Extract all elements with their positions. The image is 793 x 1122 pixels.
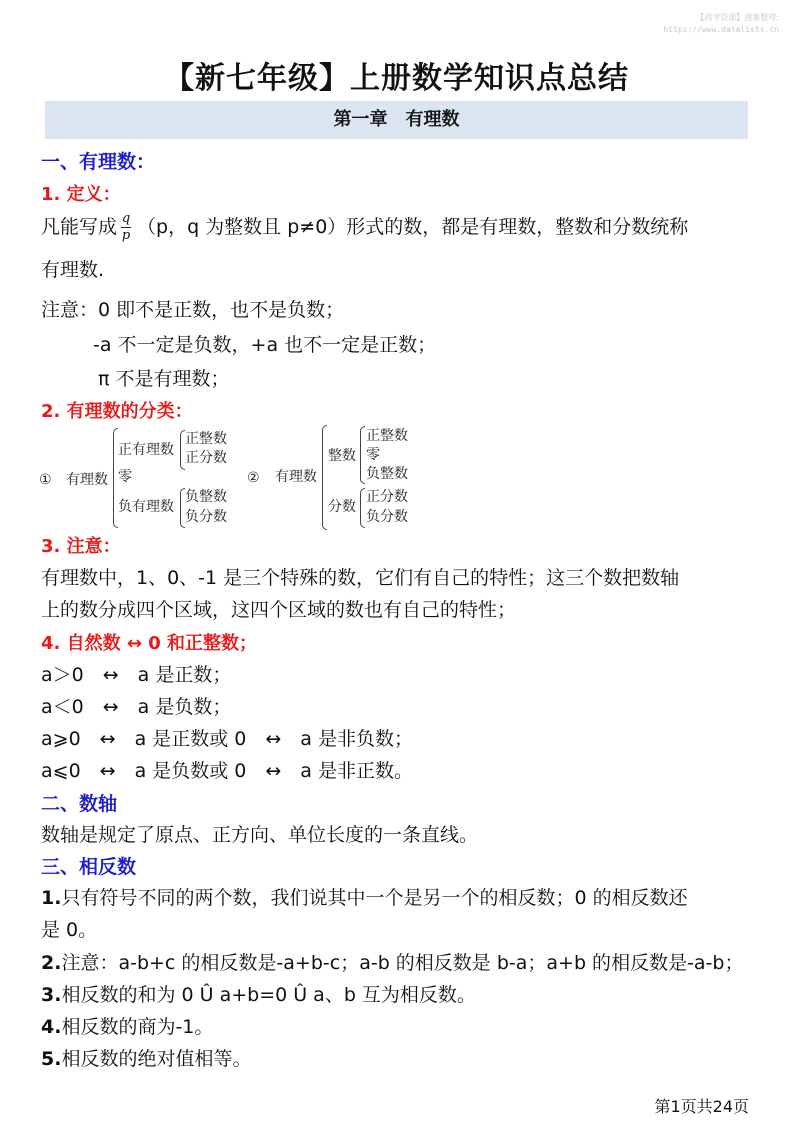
definition-line-1 — [41, 212, 688, 243]
item-text: 相反数的绝对值相等。 — [61, 1048, 252, 1070]
document-title: 【新七年级】上册数学知识点总结 — [164, 61, 629, 96]
fraction-numerator: q — [121, 211, 131, 226]
item-text: 注意：a-b+c 的相反数是-a+b-c；a-b 的相反数是 b-a；a+b 的相反数是-a-b； — [61, 952, 744, 974]
tree2-branch-fraction: 分数 — [328, 499, 356, 515]
note-line-1: 注意：0 即不是正数，也不是负数； — [41, 299, 345, 321]
section-heading-opposite-numbers: 三、相反数 — [41, 856, 137, 878]
item-text: 只有符号不同的两个数，我们说其中一个是另一个的相反数；0 的相反数还 — [61, 887, 688, 909]
tree2-leaf: 零 — [366, 447, 380, 463]
tree2-fraction-brace — [360, 488, 365, 528]
watermark — [663, 12, 779, 36]
opposite-item-1 — [41, 886, 688, 910]
note-line-2: -a 不一定是负数，+a 也不一定是正数； — [93, 334, 437, 356]
tree2-marker: ② — [247, 470, 260, 486]
attention-line-2: 上的数分成四个区域，这四个区域的数也有自己的特性； — [41, 599, 517, 621]
tree2-root-brace — [322, 425, 327, 530]
section-heading-rational-numbers: 一、有理数： — [41, 151, 156, 173]
item-text: 相反数的商为-1。 — [61, 1016, 214, 1038]
tree2-leaf: 负整数 — [366, 466, 408, 482]
subheading-definition: 1. 定义： — [41, 184, 121, 205]
opposite-item-4 — [41, 1015, 213, 1039]
tree1-branch-positive: 正有理数 — [118, 442, 174, 458]
tree2-branch-integer: 整数 — [328, 448, 356, 464]
opposite-item-5 — [41, 1047, 251, 1071]
number-line-definition: 数轴是规定了原点、正方向、单位长度的一条直线。 — [41, 824, 479, 846]
fraction-q-over-p — [121, 212, 131, 243]
tree2-integer-brace — [360, 426, 365, 484]
subheading-natural-numbers: 4. 自然数 ↔ 0 和正整数； — [41, 633, 258, 654]
item-text: 是 0。 — [41, 919, 98, 941]
tree1-root: 有理数 — [66, 472, 108, 488]
tree1-branch-zero: 零 — [118, 469, 132, 485]
definition-line-2: 有理数. — [41, 259, 105, 281]
note-line-3: π 不是有理数； — [98, 368, 230, 390]
tree1-marker: ① — [39, 472, 52, 488]
rule-line: a⩽0 ↔ a 是负数或 0 ↔ a 是非正数。 — [41, 760, 413, 782]
definition-prefix: 凡能写成 — [41, 216, 118, 238]
subheading-attention: 3. 注意： — [41, 536, 121, 557]
item-number: 4. — [41, 1016, 62, 1038]
tree1-branch-negative: 负有理数 — [118, 499, 174, 515]
tree1-leaf: 负分数 — [185, 509, 227, 525]
tree2-leaf: 正整数 — [366, 428, 408, 444]
attention-line-1: 有理数中，1、0、-1 是三个特殊的数，它们有自己的特性；这三个数把数轴 — [41, 567, 680, 589]
rule-line: a＞0 ↔ a 是正数； — [41, 664, 232, 686]
rule-line: a＜0 ↔ a 是负数； — [41, 696, 232, 718]
definition-suffix: （p，q 为整数且 p≠0）形式的数，都是有理数，整数和分数统称 — [137, 216, 689, 238]
tree1-leaf: 负整数 — [185, 489, 227, 505]
page-number: 第1页共24页 — [654, 1097, 749, 1116]
opposite-item-2 — [41, 951, 743, 975]
item-number: 1. — [41, 887, 62, 909]
opposite-item-1-cont — [41, 918, 97, 942]
opposite-item-3 — [41, 983, 476, 1007]
watermark-source: 【尚学资源】搜集整理: — [696, 13, 779, 22]
item-number: 5. — [41, 1048, 62, 1070]
item-text: 相反数的和为 0 Û a+b=0 Û a、b 互为相反数。 — [61, 984, 476, 1006]
tree1-leaf: 正分数 — [185, 450, 227, 466]
subheading-classification: 2. 有理数的分类： — [41, 401, 193, 422]
tree2-leaf: 负分数 — [366, 509, 408, 525]
item-number: 2. — [41, 952, 62, 974]
tree1-leaf: 正整数 — [185, 431, 227, 447]
section-heading-number-line: 二、数轴 — [41, 793, 118, 815]
tree2-root: 有理数 — [275, 469, 317, 485]
watermark-url: https://www.datalists.cn — [663, 25, 779, 34]
chapter-heading: 第一章 有理数 — [45, 101, 748, 139]
rule-line: a⩾0 ↔ a 是正数或 0 ↔ a 是非负数； — [41, 728, 413, 750]
item-number: 3. — [41, 984, 62, 1006]
tree2-leaf: 正分数 — [366, 489, 408, 505]
fraction-denominator: p — [121, 228, 131, 243]
